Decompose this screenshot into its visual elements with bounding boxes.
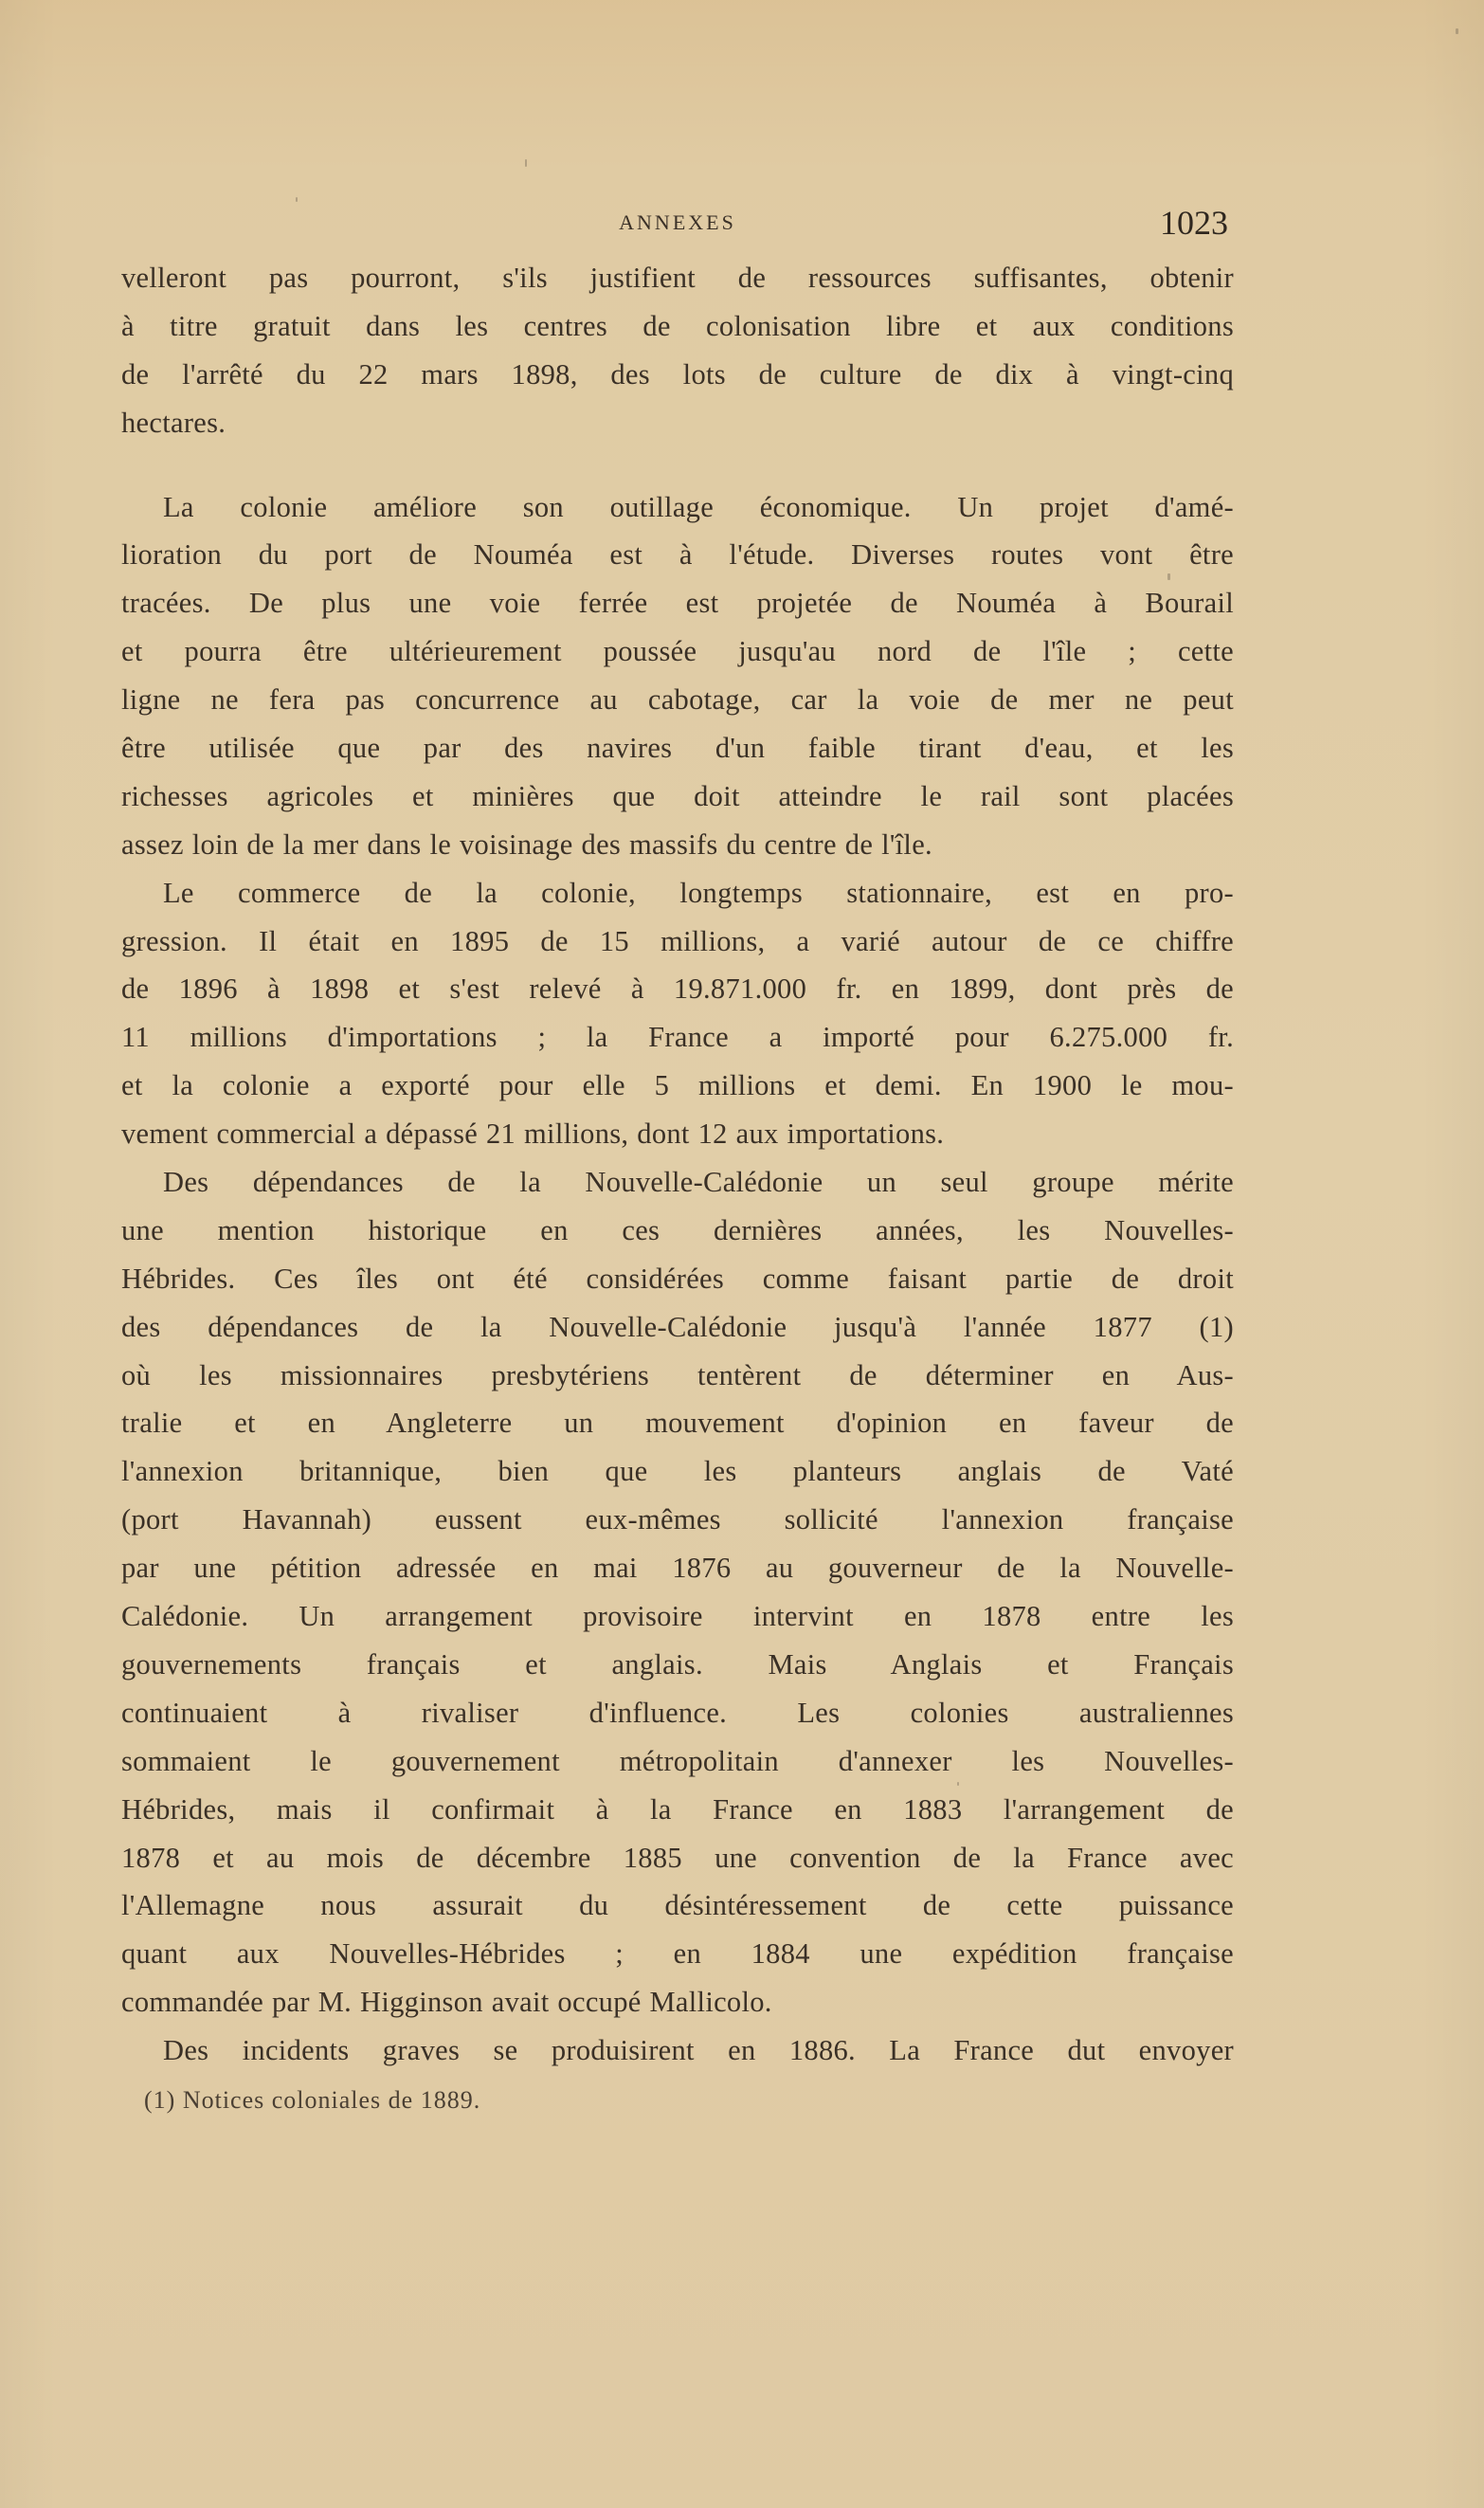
text-line: Des dépendances de la Nouvelle-Calédonie un seul groupe mérite	[163, 1166, 1234, 1199]
text-line: où les missionnaires presbytériens tentèrent de déterminer en Aus-	[121, 1358, 1234, 1391]
text-line: tralie et en Angleterre un mouvement d'opinion en faveur de	[121, 1407, 1234, 1440]
page-number: 1023	[1160, 204, 1228, 242]
text-line: 11 millions d'importations ; la France a importé pour 6.275.000 fr.	[121, 1021, 1234, 1054]
paper-speck	[957, 1782, 959, 1786]
text-line: être utilisée que par des navires d'un faible tirant d'eau, et les	[121, 732, 1234, 765]
text-line: de l'arrêté du 22 mars 1898, des lots de culture de dix à vingt-cinq	[121, 357, 1234, 391]
text-line: sommaient le gouvernement métropolitain d'annexer les Nouvelles-	[121, 1744, 1234, 1777]
text-line: gouvernements français et anglais. Mais Anglais et Français	[121, 1647, 1234, 1681]
text-line: des dépendances de la Nouvelle-Calédonie jusqu'à l'année 1877 (1)	[121, 1310, 1234, 1343]
text-line: (port Havannah) eussent eux-mêmes sollicité l'annexion française	[121, 1503, 1234, 1536]
text-line: gression. Il était en 1895 de 15 millions, a varié autour de ce chiffre	[121, 924, 1234, 957]
text-line: l'Allemagne nous assurait du désintéressement de cette puissance	[121, 1889, 1234, 1922]
text-line: une mention historique en ces dernières années, les Nouvelles-	[121, 1213, 1234, 1246]
paper-speck	[1456, 28, 1458, 34]
text-line: commandée par M. Higginson avait occupé Mallicolo.	[121, 1986, 772, 2019]
text-line: Le commerce de la colonie, longtemps stationnaire, est en pro-	[163, 876, 1234, 909]
text-line: 1878 et au mois de décembre 1885 une convention de la France avec	[121, 1841, 1234, 1874]
text-line: tracées. De plus une voie ferrée est projetée de Nouméa à Bourail	[121, 587, 1234, 620]
footnote	[144, 2081, 480, 2119]
text-line: Hébrides, mais il confirmait à la France en 1883 l'arrangement de	[121, 1792, 1234, 1826]
text-line: Des incidents graves se produisirent en 1886. La France dut envoyer	[163, 2034, 1234, 2067]
paper-speck	[296, 197, 298, 202]
text-line: et pourra être ultérieurement poussée jusqu'au nord de l'île ; cette	[121, 635, 1234, 668]
text-line: hectares.	[121, 406, 226, 439]
text-line: assez loin de la mer dans le voisinage des massifs du centre de l'île.	[121, 827, 932, 861]
text-line: richesses agricoles et minières que doit atteindre le rail sont placées	[121, 779, 1234, 812]
text-line: continuaient à rivaliser d'influence. Les colonies australiennes	[121, 1696, 1234, 1729]
text-line: Hébrides. Ces îles ont été considérées comme faisant partie de droit	[121, 1262, 1234, 1295]
text-line: par une pétition adressée en mai 1876 au gouverneur de la Nouvelle-	[121, 1552, 1234, 1585]
running-header	[121, 203, 1234, 241]
text-line: et la colonie a exporté pour elle 5 millions et demi. En 1900 le mou-	[121, 1069, 1234, 1102]
text-line: quant aux Nouvelles-Hébrides ; en 1884 une expédition française	[121, 1937, 1234, 1971]
body-text	[121, 254, 1234, 2075]
text-line: à titre gratuit dans les centres de colonisation libre et aux conditions	[121, 309, 1234, 342]
text-line: La colonie améliore son outillage économique. Un projet d'amé-	[163, 490, 1234, 523]
running-title: ANNEXES	[619, 210, 736, 234]
text-line: ligne ne fera pas concurrence au cabotage, car la voie de mer ne peut	[121, 683, 1234, 717]
text-line: l'annexion britannique, bien que les planteurs anglais de Vaté	[121, 1455, 1234, 1488]
paper-speck	[1167, 573, 1170, 580]
footnote-text: Notices coloniales de 1889.	[182, 2086, 481, 2114]
text-line: de 1896 à 1898 et s'est relevé à 19.871.000 fr. en 1899, dont près de	[121, 972, 1234, 1006]
footnote-marker: (1)	[144, 2086, 176, 2114]
text-line: vement commercial a dépassé 21 millions, dont 12 aux importations.	[121, 1118, 945, 1151]
text-line: Calédonie. Un arrangement provisoire intervint en 1878 entre les	[121, 1600, 1234, 1633]
text-line: velleront pas pourront, s'ils justifient de ressources suffisantes, obtenir	[121, 262, 1234, 294]
text-line: lioration du port de Nouméa est à l'étude. Diverses routes vont être	[121, 538, 1234, 572]
paper-speck	[525, 159, 527, 167]
